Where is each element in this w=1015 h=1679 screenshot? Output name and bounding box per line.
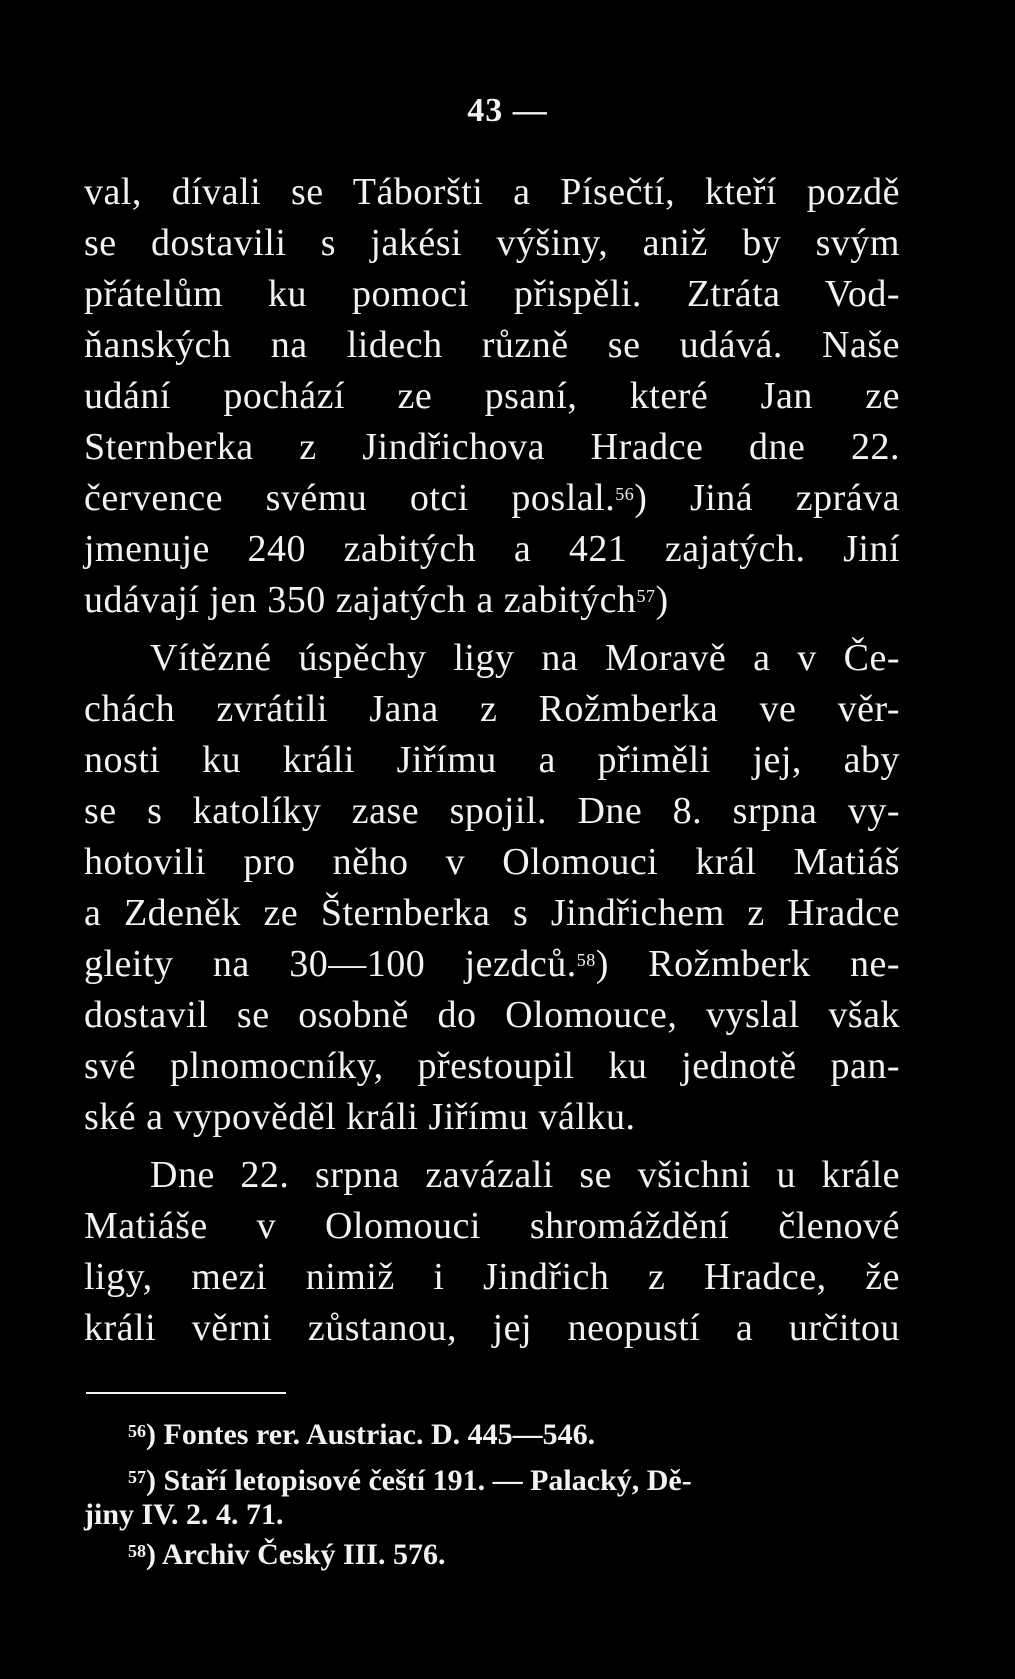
text-segment: ) Rožmberk ne- — [595, 943, 901, 985]
text-line-with-footnote-ref — [84, 578, 900, 622]
text-segment: gleity na 30—100 jezdců. — [84, 943, 577, 985]
text-line: ské a vypověděl králi Jiřímu válku. — [84, 1096, 636, 1138]
footnote-58 — [128, 1538, 445, 1572]
footnote-56 — [128, 1418, 595, 1452]
footnote-text: ) Fontes rer. Austriac. D. 445—546. — [146, 1418, 596, 1451]
text-segment: července svému otci poslal. — [84, 477, 616, 519]
text-line: dostavil se osobně do Olomouce, vyslal však — [84, 994, 900, 1036]
text-line: své plnomocníky, přestoupil ku jednotě pan- — [84, 1045, 900, 1087]
footnote-text: ) Archiv Český III. 576. — [146, 1538, 446, 1571]
text-line: chách zvrátili Jana z Rožmberka ve věr- — [84, 688, 900, 730]
text-line: nosti ku králi Jiřímu a přiměli jej, aby — [84, 739, 900, 781]
text-line: Matiáše v Olomouci shromáždění členové — [84, 1205, 900, 1247]
text-line-with-footnote-ref — [84, 942, 900, 986]
text-segment: ) — [655, 579, 669, 621]
text-line: a Zdeněk ze Šternberka s Jindřichem z Hradce — [84, 892, 900, 934]
paragraph-start-line: Vítězné úspěchy ligy na Moravě a v Če- — [150, 637, 900, 679]
footnote-ref: 57 — [636, 586, 656, 606]
footnote-57-continued: jiny IV. 2. 4. 71. — [84, 1498, 284, 1531]
text-line: Sternberka z Jindřichova Hradce dne 22. — [84, 426, 900, 468]
footnote-57 — [128, 1464, 692, 1498]
page-number: 43 — — [467, 92, 548, 129]
footnote-ref: 56 — [615, 484, 635, 504]
footnote-mark: 56 — [128, 1421, 146, 1441]
paragraph-start-line: Dne 22. srpna zavázali se všichni u krále — [150, 1154, 900, 1196]
text-line: králi věrni zůstanou, jej neopustí a určitou — [84, 1307, 900, 1349]
text-segment: ) Jiná zpráva — [634, 477, 900, 519]
text-line: val, dívali se Táboršti a Písečtí, kteří pozdě — [84, 171, 900, 213]
text-line: se s katolíky zase spojil. Dne 8. srpna vy- — [84, 790, 900, 832]
text-line: ligy, mezi nimiž i Jindřich z Hradce, že — [84, 1256, 900, 1298]
text-line: se dostavili s jakési výšiny, aniž by svým — [84, 222, 900, 264]
footnote-ref: 58 — [576, 950, 596, 970]
footnote-mark: 57 — [128, 1467, 146, 1487]
text-line: hotovili pro něho v Olomouci král Matiáš — [84, 841, 900, 883]
footnote-mark: 58 — [128, 1541, 146, 1561]
text-line: ňanských na lidech různě se udává. Naše — [84, 324, 900, 366]
text-line: udání pochází ze psaní, které Jan ze — [84, 375, 900, 417]
text-line: jmenuje 240 zabitých a 421 zajatých. Jiní — [84, 528, 900, 570]
text-line-with-footnote-ref — [84, 476, 900, 520]
text-line: přátelům ku pomoci přispěli. Ztráta Vod- — [84, 273, 900, 315]
text-segment: udávají jen 350 zajatých a zabitých — [84, 579, 637, 621]
footnote-text: ) Staří letopisové čeští 191. — Palacký, Dě- — [146, 1464, 692, 1497]
footnote-divider — [86, 1392, 286, 1394]
